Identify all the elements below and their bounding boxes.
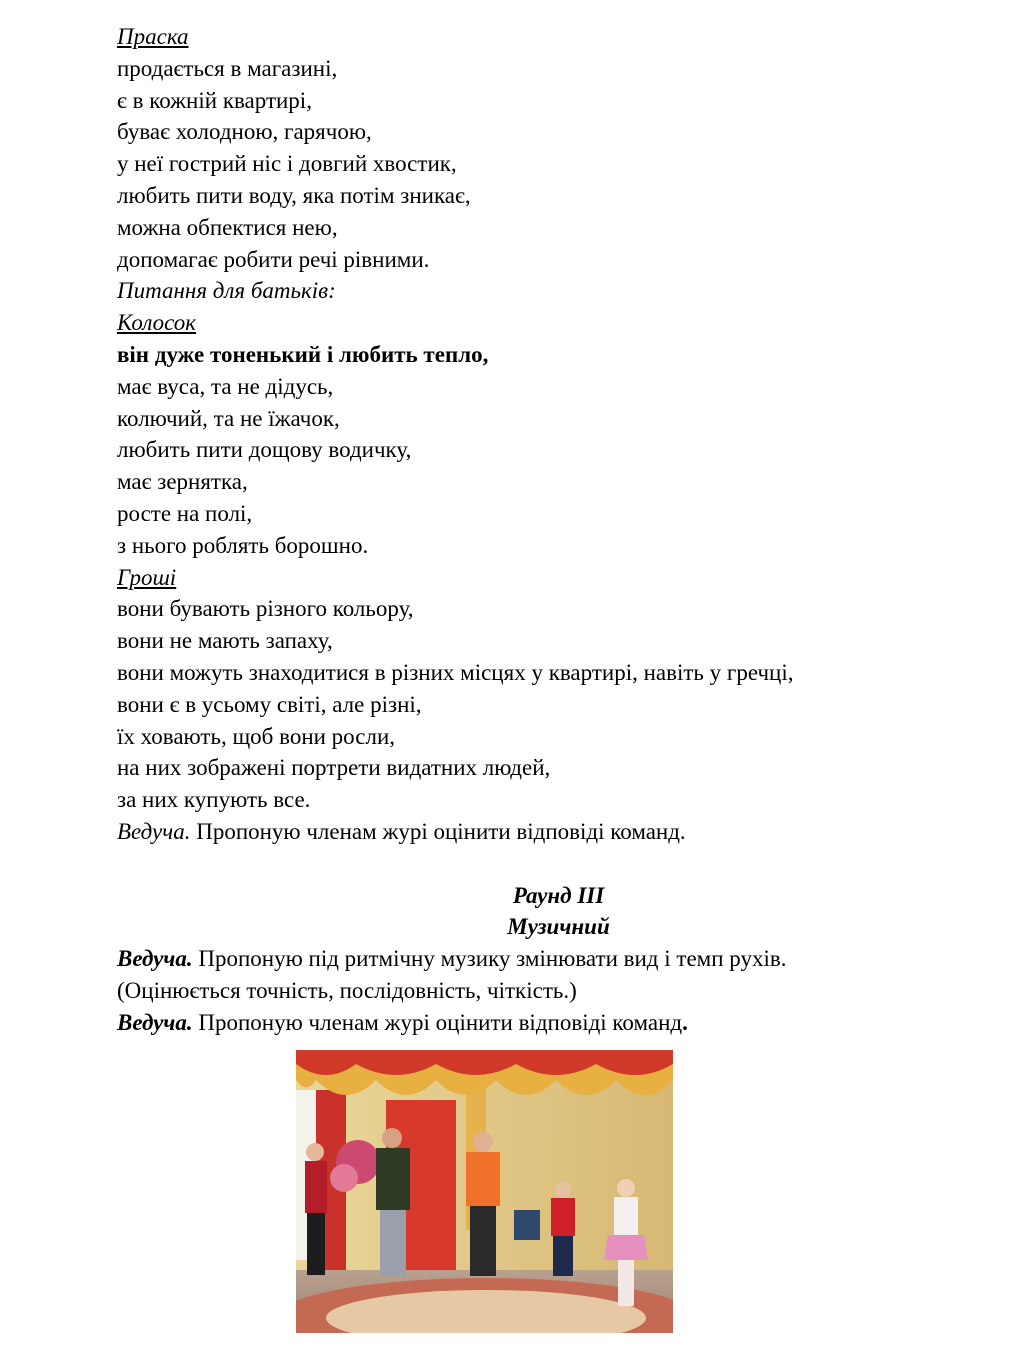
host-text: Пропоную під ритмічну музику змінювати вид і темп рухів. [192, 946, 787, 972]
riddle-line-bold: він дуже тоненький і любить тепло, [117, 341, 489, 367]
parents-question-label: Питання для батьків: [117, 278, 336, 304]
host-remark [117, 1007, 917, 1039]
riddle-line: вони є в усьому світі, але різні, [117, 691, 422, 717]
riddle-line: вони можуть знаходитися в різних місцях у квартирі, навіть у гречці, [117, 659, 794, 685]
riddle-line: з нього роблять борошно. [117, 532, 369, 558]
riddle-line: любить пити воду, яка потім зникає, [117, 182, 471, 208]
riddle-line: має вуса, та не дідусь, [117, 373, 334, 399]
riddle-line: вони не мають запаху, [117, 628, 333, 654]
evaluation-note: (Оцінюється точність, послідовність, чіткість.) [117, 977, 577, 1003]
riddle-line: на них зображені портрети видатних людей, [117, 755, 551, 781]
riddle-line: росте на полі, [117, 500, 253, 526]
riddle-line: у неї гострий ніс і довгий хвостик, [117, 151, 457, 177]
riddle-heading-money: Гроші [117, 564, 177, 590]
spacer [117, 848, 917, 880]
host-text-end: . [682, 1009, 688, 1035]
host-speaker: Ведуча. [117, 946, 193, 972]
event-photo [296, 1050, 673, 1333]
riddle-line: є в кожній квартирі, [117, 87, 312, 113]
riddle-line: має зернятка, [117, 469, 248, 495]
round-subtitle: Музичний [507, 914, 610, 940]
host-text: Пропоную членам журі оцінити відповіді команд. [190, 818, 686, 844]
round-title: Раунд ІІІ [512, 882, 605, 908]
riddle-line: допомагає робити речі рівними. [117, 246, 430, 272]
riddle-line: колючий, та не їжачок, [117, 405, 340, 431]
document-body [117, 21, 917, 1039]
host-text: Пропоную членам журі оцінити відповіді команд [192, 1009, 683, 1035]
riddle-line: за них купують все. [117, 787, 311, 813]
riddle-line: буває холодною, гарячою, [117, 119, 372, 145]
riddle-line: любить пити дощову водичку, [117, 437, 412, 463]
host-remark [117, 943, 917, 975]
riddle-line: продається в магазині, [117, 55, 338, 81]
riddle-line: вони бувають різного кольору, [117, 596, 414, 622]
riddle-line: можна обпектися нею, [117, 214, 338, 240]
riddle-heading-iron: Праска [117, 24, 189, 49]
riddle-heading-ear: Колосок [117, 310, 197, 336]
host-speaker: Ведуча. [117, 1009, 193, 1035]
riddle-line: їх ховають, щоб вони росли, [117, 723, 395, 749]
host-remark [117, 816, 917, 848]
host-speaker: Ведуча. [117, 818, 191, 844]
